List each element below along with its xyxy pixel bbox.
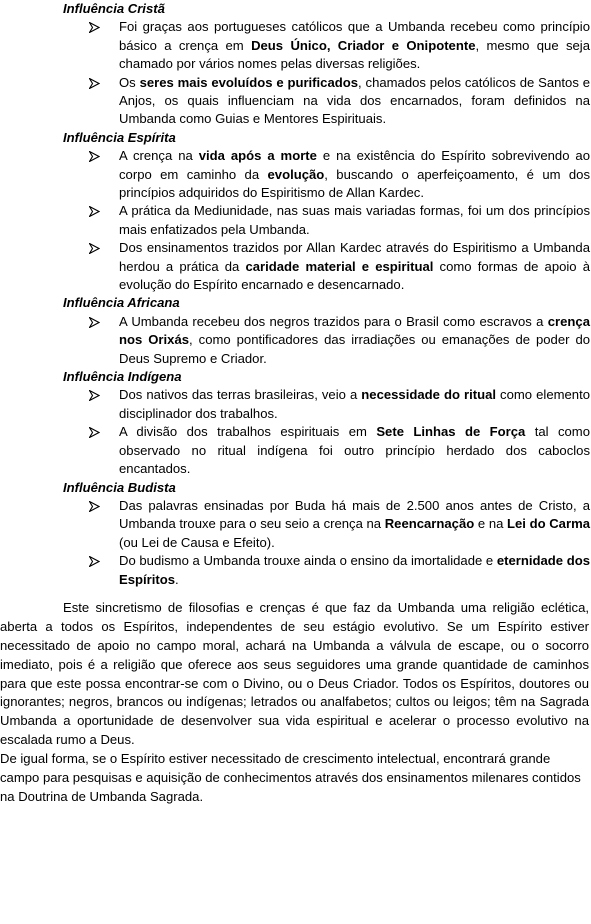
arrowhead-bullet-icon [89, 313, 103, 331]
section-heading: Influência Budista [63, 479, 176, 495]
bold-text: caridade material e espiritual [245, 258, 434, 274]
bullet-text: (ou Lei de Causa e Efeito). [119, 534, 275, 550]
bullet-text: como formas de apoio à evolução do Espírito encarnado e desencarnado. [119, 258, 590, 293]
section-heading: Influência Indígena [63, 369, 182, 385]
closing-paragraph: Este sincretismo de filosofias e crenças é que faz da Umbanda uma religião eclética, aberta a todos os Espíritos, independentes de seu estágio evolutivo. Se um Espírito estiver necessitado de apoio no campo moral, achará na Umbanda a válvula de escape, ou o socorro imediato, pois é a religião que oferece aos seus seguidores uma grande quantidade de caminhos para que este possa encontrar-se com o Divino, ou o Deus Criador. Todos os Espíritos, doutores ou ignorantes; negros, brancos ou indígenas; letrados ou analfabetos; cultos ou leigos; têm na Sagrada Umbanda a oportunidade de desenvolver sua vida espiritual e acelerar o processo evolutivo na escalada rumo a Deus. [0, 599, 589, 748]
bullet-list [0, 313, 591, 368]
bullet-item [119, 239, 590, 294]
arrowhead-bullet-icon [89, 202, 103, 220]
bold-text: Deus Único, Criador e Onipotente [251, 37, 476, 53]
bullet-text: Dos nativos das terras brasileiras, veio a [119, 387, 362, 403]
bullet-item [119, 386, 590, 423]
arrowhead-bullet-icon [89, 239, 103, 257]
bullet-text: Do budismo a Umbanda trouxe ainda o ensino da imortalidade e [119, 553, 497, 569]
bullet-item [119, 423, 590, 478]
arrowhead-bullet-icon [89, 552, 103, 570]
arrowhead-bullet-icon [89, 18, 103, 36]
bullet-list [0, 497, 591, 589]
bullet-text: , buscando o aperfeiçoamento, é um dos princípios adquiridos do Espiritismo de Allan Kardec. [119, 166, 590, 201]
bold-text: eternidade dos Espíritos [119, 553, 590, 587]
bold-text: vida após a morte [198, 148, 317, 164]
bold-text: Sete Linhas de Força [376, 424, 526, 440]
arrowhead-bullet-icon [89, 386, 103, 404]
bullet-item [119, 147, 590, 202]
bullet-list [0, 147, 591, 294]
bold-text: necessidade do ritual [361, 387, 497, 403]
influence-section [0, 294, 591, 368]
bullet-item [119, 18, 590, 73]
bold-text: seres mais evoluídos e purificados [139, 74, 359, 90]
bullet-text: Dos ensinamentos trazidos por Allan Kardec através do Espiritismo a Umbanda herdou a prática da [119, 240, 590, 274]
section-heading: Influência Cristã [63, 1, 165, 16]
bullet-list [0, 18, 591, 128]
bullet-text: , chamados pelos católicos de Santos e Anjos, os quais influenciam na vida dos encarnados, foram definidos na Umbanda como Guias e Mentores Espirituais. [119, 74, 591, 127]
influence-section [0, 368, 591, 478]
bullet-text: A Umbanda recebeu dos negros trazidos para o Brasil como escravos a [119, 313, 548, 329]
bold-text: Lei do Carma [507, 516, 590, 532]
arrowhead-bullet-icon [89, 497, 103, 515]
bullet-item [119, 74, 590, 129]
bullet-list [0, 386, 591, 478]
influence-section [0, 129, 591, 295]
bullet-item [119, 552, 590, 589]
arrowhead-bullet-icon [89, 147, 103, 165]
bullet-text: Os [119, 74, 140, 90]
bullet-item [119, 313, 590, 368]
bullet-text: e na [474, 516, 508, 532]
bold-text: Reencarnação [384, 516, 475, 532]
influence-section [0, 0, 591, 129]
bullet-text: A crença na [119, 148, 199, 164]
bullet-text: A divisão dos trabalhos espirituais em [119, 424, 377, 440]
section-heading: Influência Espírita [63, 129, 176, 145]
closing-text [0, 599, 589, 807]
arrowhead-bullet-icon [89, 423, 103, 441]
bullet-text: Das palavras ensinadas por Buda há mais de 2.500 anos antes de Cristo, a Umbanda trouxe para o seu seio a crença na [119, 497, 590, 532]
section-heading: Influência Africana [63, 295, 180, 311]
bullet-text: Foi graças aos portugueses católicos que a Umbanda recebeu como princípio básico a crença em [119, 19, 590, 53]
bold-text: crença nos Orixás [119, 313, 590, 348]
arrowhead-bullet-icon [89, 74, 103, 92]
closing-paragraph-2: De igual forma, se o Espírito estiver necessitado de crescimento intelectual, encontrará grande campo para pesquisas e aquisição de conhecimentos através dos ensinamentos milenares contidos na Doutrina de Umbanda Sagrada. [0, 751, 581, 804]
bullet-text: e na existência do Espírito sobrevivendo ao corpo em caminho da [119, 148, 590, 182]
bullet-item [119, 497, 590, 552]
influence-section [0, 479, 591, 589]
bullet-text: tal como observado no ritual indígena foi outro princípio herdado dos caboclos encantados. [119, 424, 590, 477]
bullet-text: , como pontificadores das irradiações ou emanações de poder do Deus Supremo e Criador. [119, 332, 591, 366]
bold-text: evolução [267, 166, 325, 182]
bullet-text: , mesmo que seja chamado por vários nomes pelas diversas religiões. [119, 37, 590, 72]
bullet-text: . [175, 571, 179, 587]
bullet-text: A prática da Mediunidade, nas suas mais variadas formas, foi um dos princípios mais enfatizados pela Umbanda. [119, 203, 590, 237]
bullet-item [119, 202, 590, 239]
bullet-text: como elemento disciplinador dos trabalhos. [119, 387, 590, 421]
